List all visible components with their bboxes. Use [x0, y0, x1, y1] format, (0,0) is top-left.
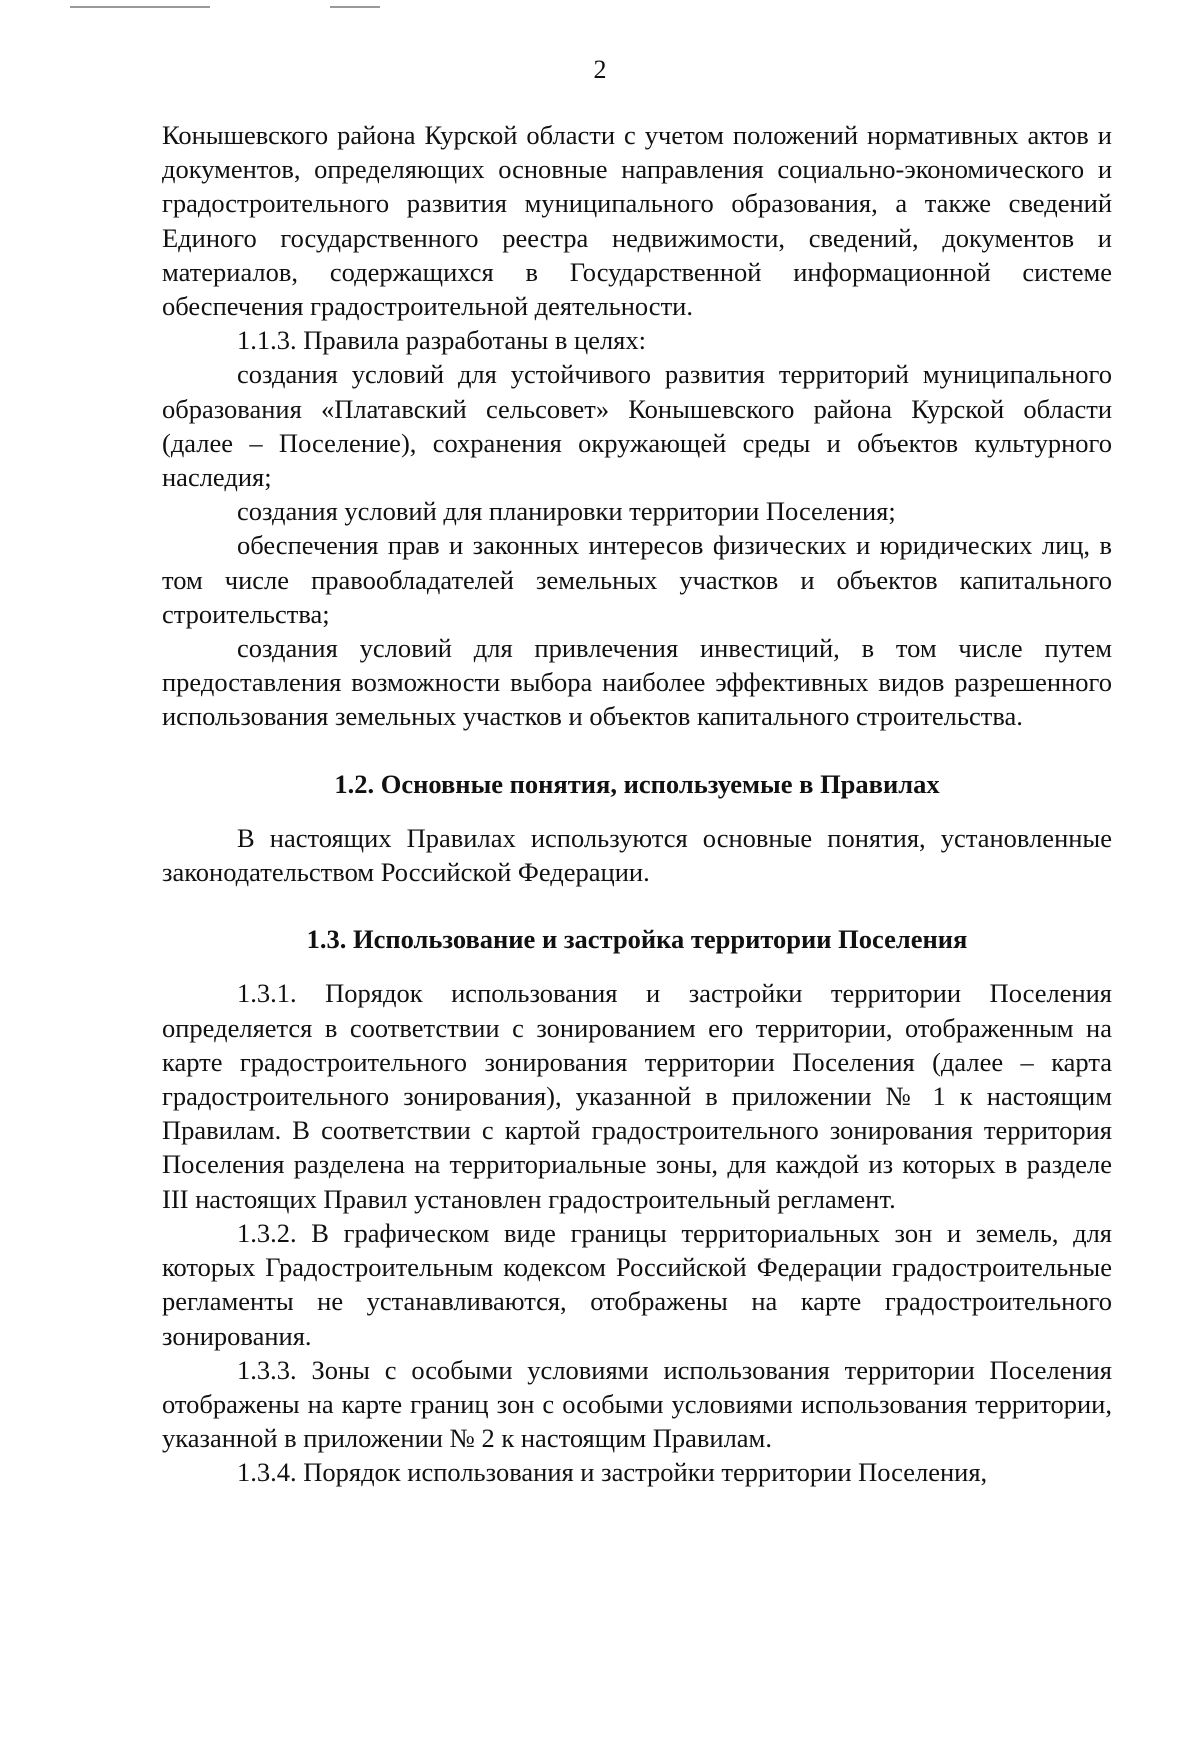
paragraph: 1.3.4. Порядок использования и застройки территории Поселения, [237, 1457, 988, 1488]
document-body [162, 118, 1112, 1490]
scan-artifact [70, 6, 210, 8]
paragraph: 1.1.3. Правила разработаны в целях: [237, 325, 646, 356]
spacer [162, 801, 1112, 821]
section-heading: 1.3. Использование и застройка территории Поселения [306, 924, 968, 955]
paragraph: создания условий для устойчивого развития территорий муниципального образования «Платавский сельсовет» Конышевского района Курской области (далее – Поселение), сохранения окружающей среды и объектов культурного наследия; [162, 359, 1112, 493]
paragraph: обеспечения прав и законных интересов физических и юридических лиц, в том числе правообладателей земельных участков и объектов капитального строительства; [162, 530, 1112, 629]
spacer [162, 889, 1112, 922]
paragraph: Конышевского района Курской области с учетом положений нормативных актов и документов, определяющих основные направления социально-экономического и градостроительного развития муниципального образования, а также сведений Единого государственного реестра недвижимости, сведений, документов и материалов, содержащихся в Государственной информационной системе обеспечения градостроительной деятельности. [162, 120, 1112, 322]
paragraph: В настоящих Правилах используются основные понятия, установленные законодательством Российской Федерации. [162, 822, 1112, 888]
paragraph: 1.3.2. В графическом виде границы территориальных зон и земель, для которых Градостроительным кодексом Российской Федерации градостроительные регламенты не устанавливаются, отображены на карте градостроительного зонирования. [162, 1217, 1112, 1351]
paragraph: 1.3.1. Порядок использования и застройки территории Поселения определяется в соответствии с зонированием его территории, отображенным на карте градостроительного зонирования территории Поселения (далее – карта градостроительного зонирования), указанной в приложении № 1 к настоящим Правилам. В соответствии с картой градостроительного зонирования территория Поселения разделена на территориальные зоны, для каждой из которых в разделе III настоящих Правил установлен градостроительный регламент. [162, 978, 1112, 1214]
paragraph: создания условий для планировки территории Поселения; [237, 496, 896, 527]
page-number: 2 [593, 55, 607, 84]
spacer [162, 734, 1112, 767]
section-heading: 1.2. Основные понятия, используемые в Правилах [334, 768, 940, 799]
scan-artifact [330, 6, 380, 8]
spacer [162, 956, 1112, 976]
paragraph: создания условий для привлечения инвестиций, в том числе путем предоставления возможности выбора наиболее эффективных видов разрешенного использования земельных участков и объектов капитального строительства. [162, 633, 1112, 732]
paragraph: 1.3.3. Зоны с особыми условиями использования территории Поселения отображены на карте границ зон с особыми условиями использования территории, указанной в приложении № 2 к настоящим Правилам. [162, 1354, 1112, 1454]
